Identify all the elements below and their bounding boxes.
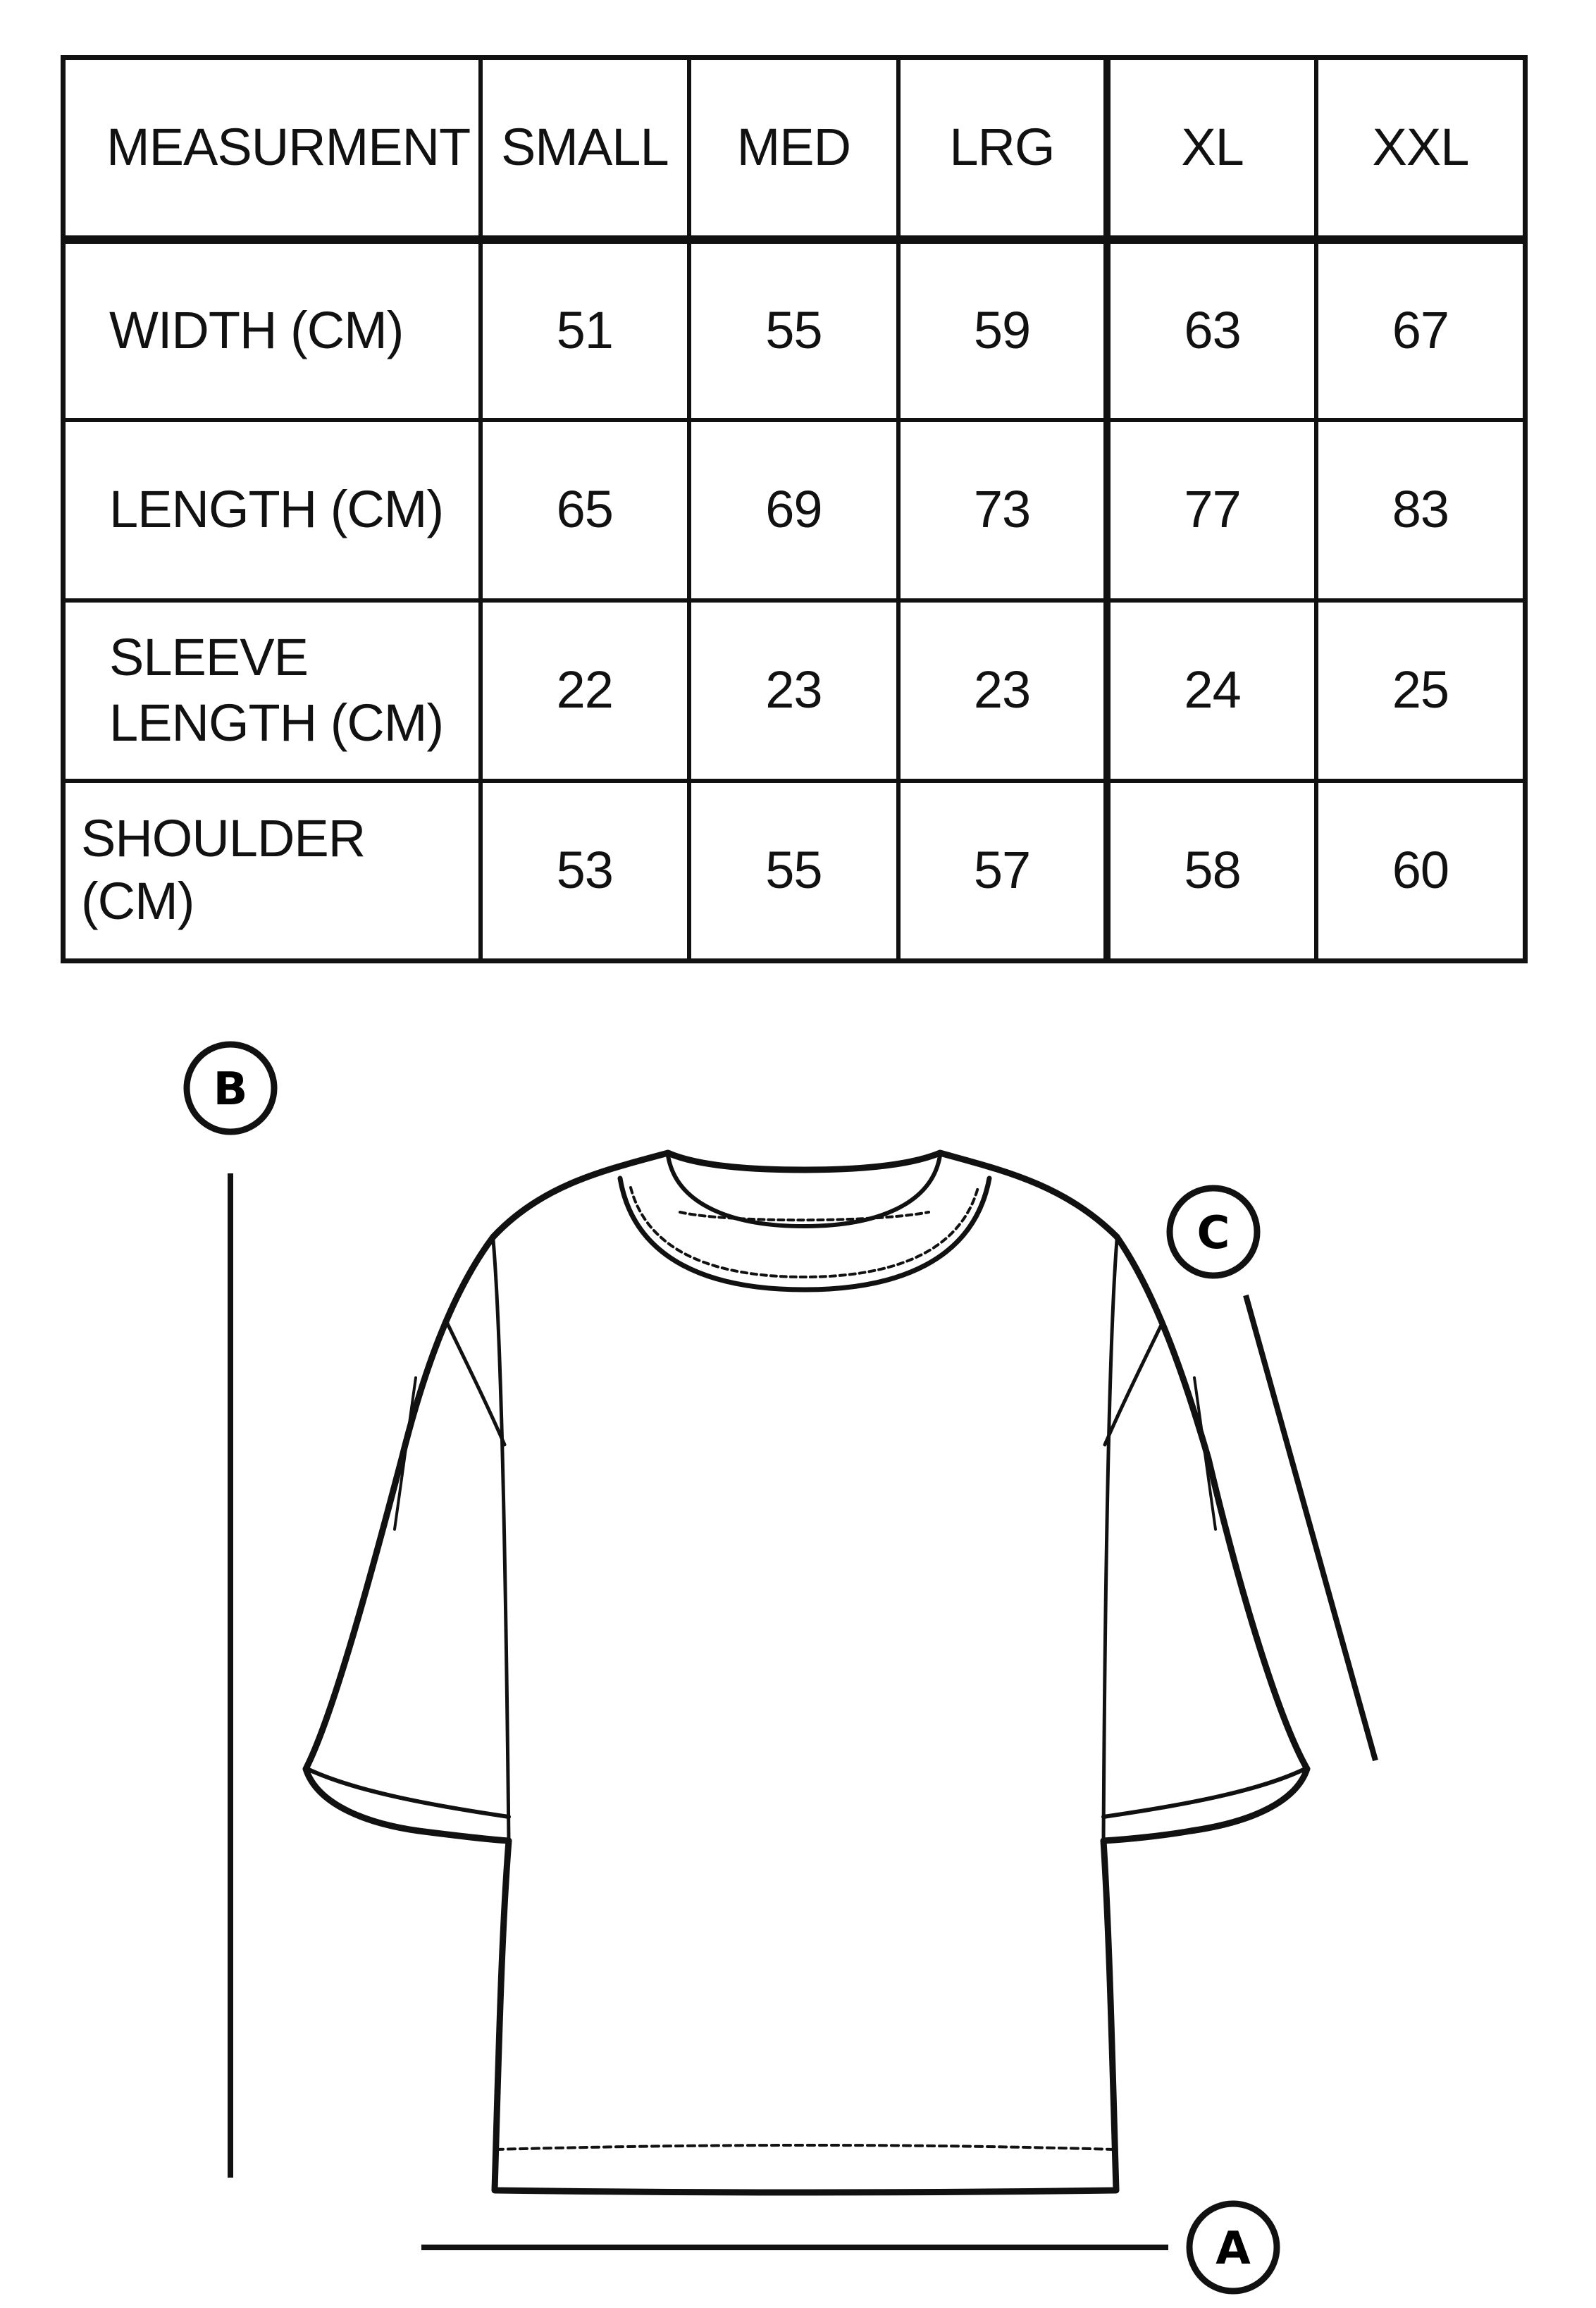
row-label-sleeve-line2: LENGTH (CM) [109,693,444,752]
tshirt-outline [306,1153,1307,2192]
table-row-sleeve-length [63,600,1526,781]
table-cell: 67 [1316,240,1526,420]
marker-a-label: A [1215,2223,1251,2275]
marker-b [187,1044,274,1132]
table-cell: 24 [1107,600,1316,781]
table-header-row [63,58,1526,240]
table-cell: 58 [1107,781,1316,961]
table-cell: 83 [1316,420,1526,600]
table-cell: 25 [1316,600,1526,781]
table-cell: 60 [1316,781,1526,961]
row-label-length: LENGTH (CM) [63,420,481,600]
row-label-shoulder: SHOULDER (CM) [63,781,481,961]
marker-a [1189,2204,1277,2291]
size-chart-table [61,55,1528,963]
size-header-xl: XL [1107,58,1316,240]
table-cell: 69 [689,420,898,600]
row-label-sleeve-line1: SLEEVE [109,628,308,686]
marker-c-label: C [1196,1207,1230,1259]
sleeve-line [1246,1295,1375,1760]
table-cell: 57 [898,781,1108,961]
table-cell: 53 [481,781,690,961]
table-cell: 22 [481,600,690,781]
row-label-width: WIDTH (CM) [63,240,481,420]
size-header-med: MED [689,58,898,240]
table-cell: 55 [689,781,898,961]
table-row-length [63,420,1526,600]
marker-c [1170,1188,1257,1276]
table-cell: 63 [1107,240,1316,420]
table-cell: 23 [689,600,898,781]
table-cell: 59 [898,240,1108,420]
table-cell: 77 [1107,420,1316,600]
table-cell: 55 [689,240,898,420]
size-header-xxl: XXL [1316,58,1526,240]
marker-b-label: B [213,1063,248,1116]
table-row-shoulder [63,781,1526,961]
table-cell: 51 [481,240,690,420]
tshirt-measurement-diagram [0,987,1596,2297]
size-header-small: SMALL [481,58,690,240]
size-header-lrg: LRG [898,58,1108,240]
table-row-width [63,240,1526,420]
table-cell: 23 [898,600,1108,781]
table-cell: 73 [898,420,1108,600]
measurement-header: MEASURMENT [63,58,481,240]
table-cell: 65 [481,420,690,600]
row-label-sleeve-length [63,600,481,781]
